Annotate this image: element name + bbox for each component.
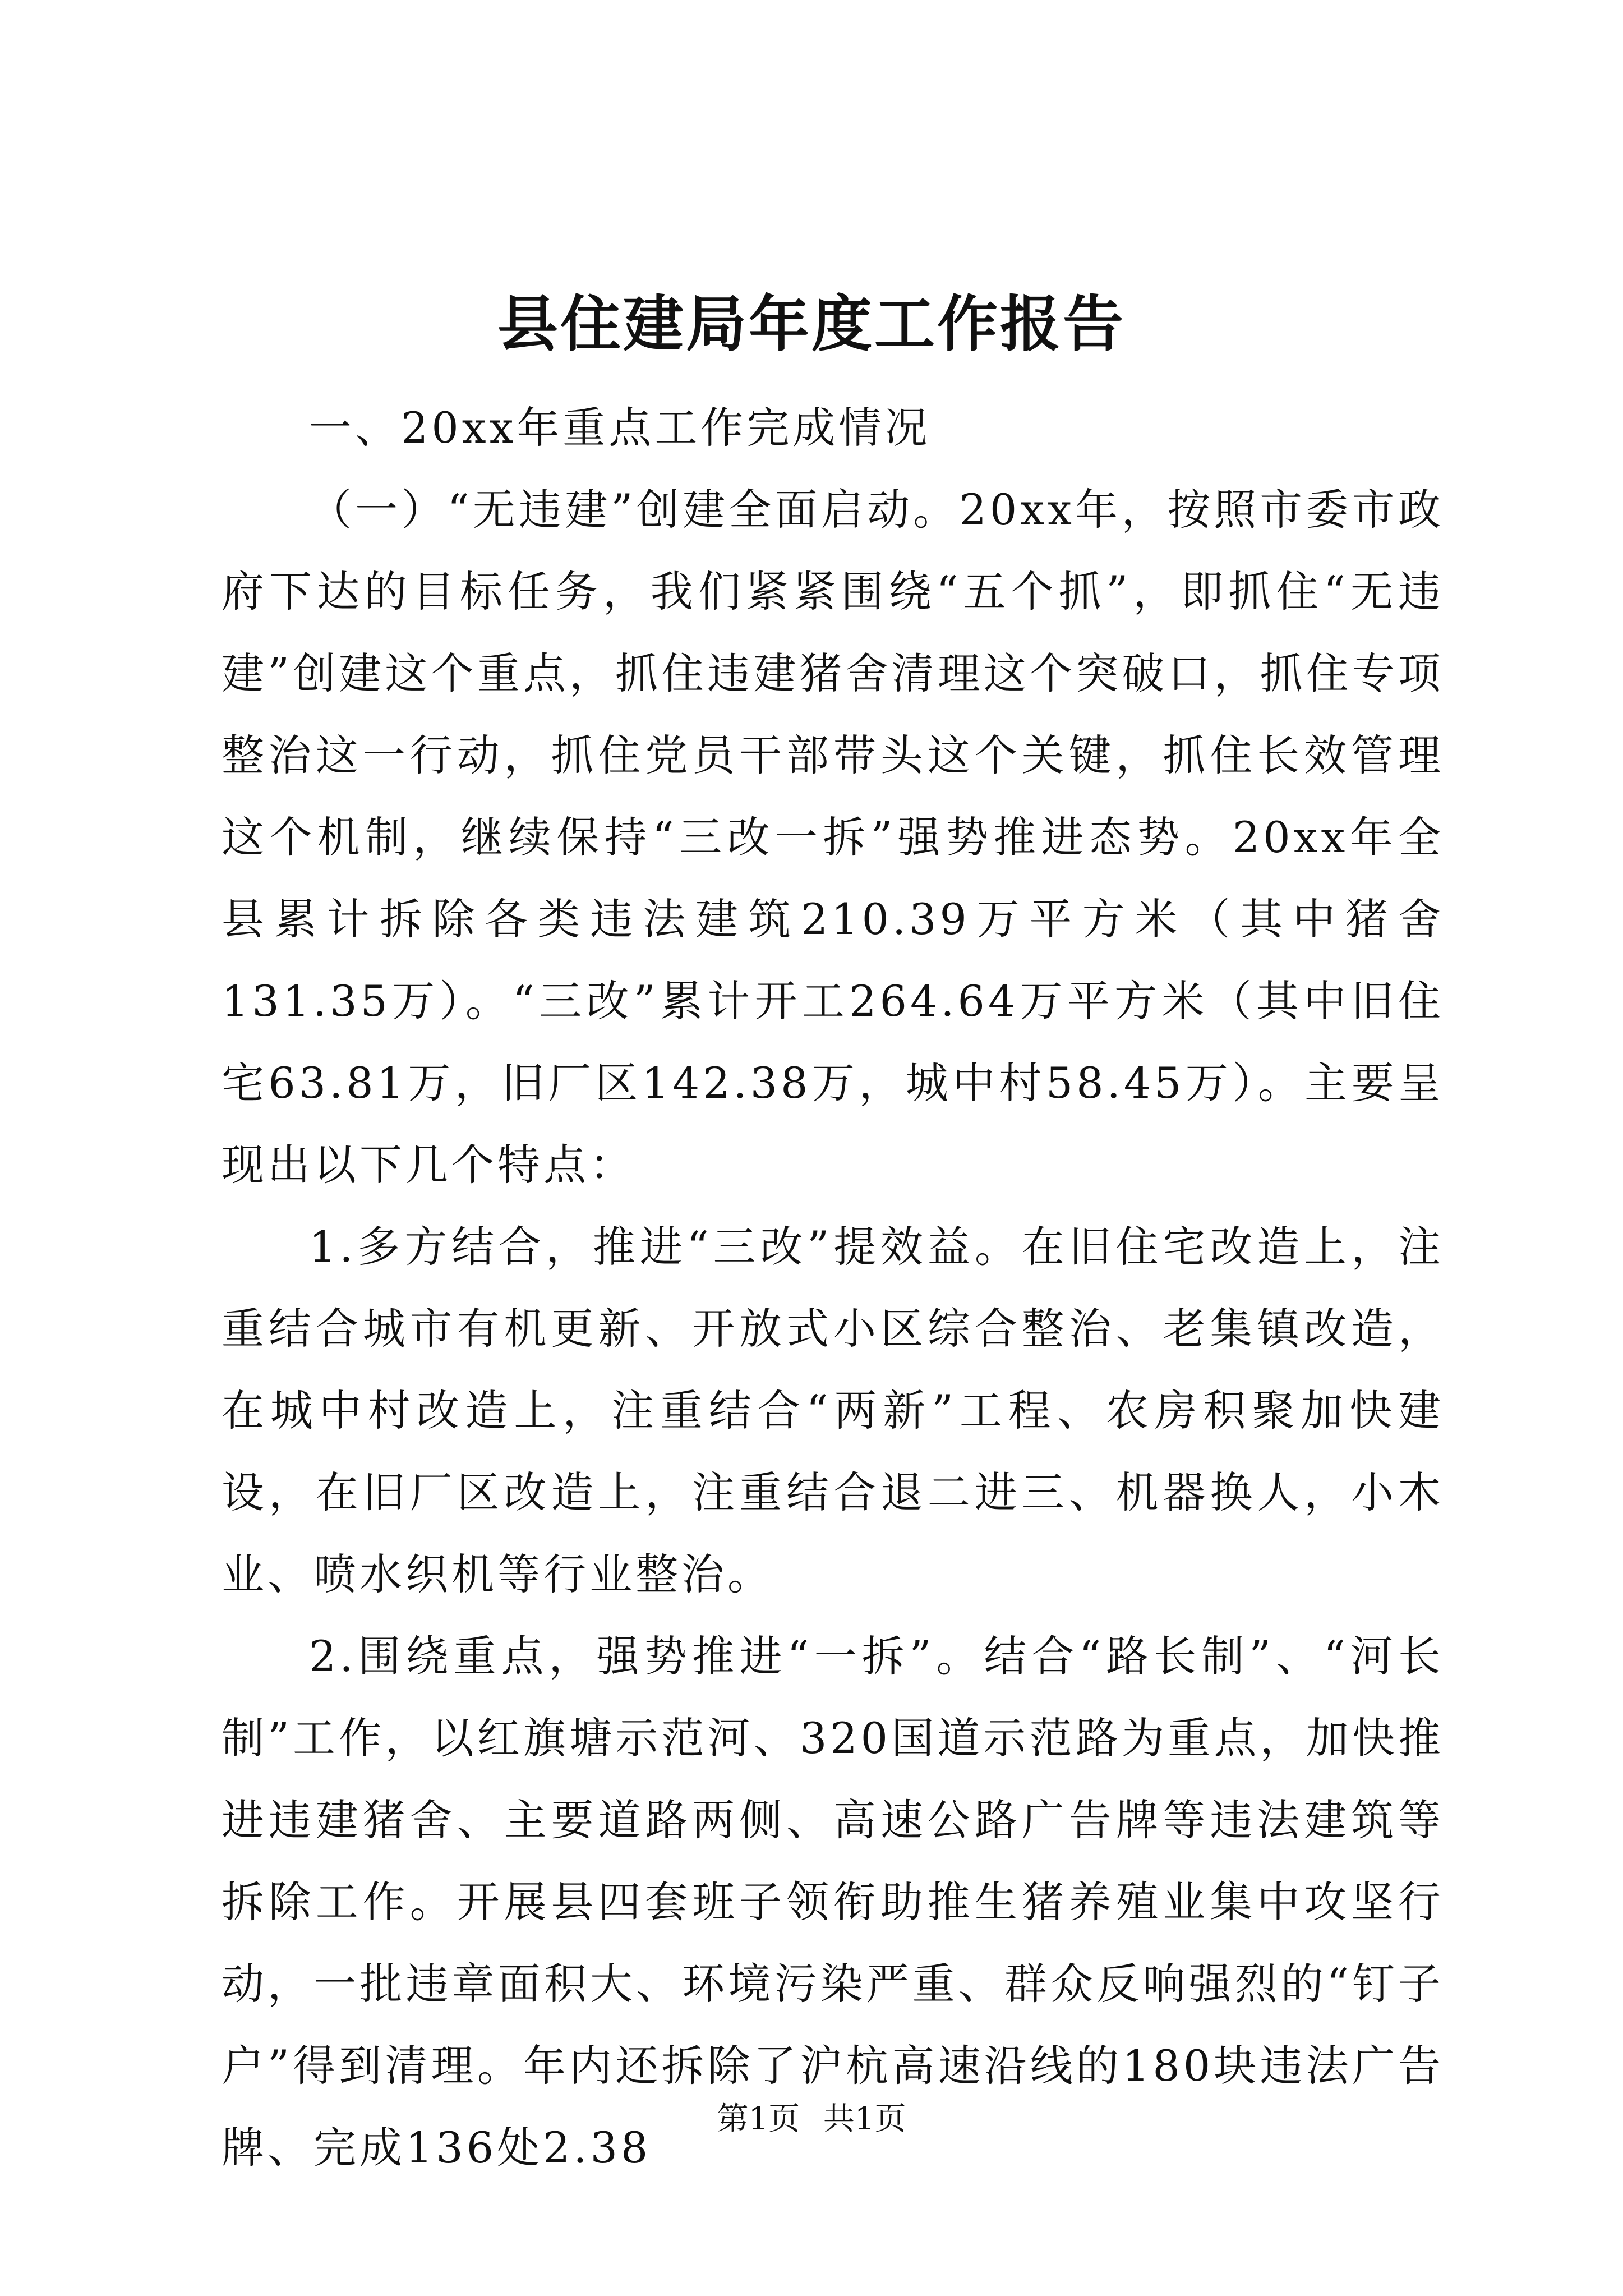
document-body <box>222 387 1444 2189</box>
total-pages: 共1页 <box>823 2101 906 2137</box>
page-footer <box>0 2097 1623 2142</box>
body-paragraph: 1.多方结合，推进“三改”提效益。在旧住宅改造上，注重结合城市有机更新、开放式小区综合整治、老集镇改造，在城中村改造上，注重结合“两新”工程、农房积聚加快建设，在旧厂区改造上，注重结合退二进三、机器换人，小木业、喷水织机等行业整治。 <box>222 1222 1444 1599</box>
section-heading: 一、20xx年重点工作完成情况 <box>309 403 931 453</box>
page-number: 第1页 <box>717 2101 800 2137</box>
body-paragraph: （一）“无违建”创建全面启动。20xx年，按照市委市政府下达的目标任务，我们紧紧围绕“五个抓”，即抓住“无违建”创建这个重点，抓住违建猪舍清理这个突破口，抓住专项整治这一行动，抓住党员干部带头这个关键，抓住长效管理这个机制，继续保持“三改一拆”强势推进态势。20xx年全县累计拆除各类违法建筑210.39万平方米（其中猪舍131.35万）。“三改”累计开工264.64万平方米（其中旧住宅63.81万，旧厂区142.38万，城中村58.45万）。主要呈现出以下几个特点： <box>222 485 1444 1190</box>
body-paragraph: 2.围绕重点，强势推进“一拆”。结合“路长制”、“河长制”工作，以红旗塘示范河、320国道示范路为重点，加快推进违建猪舍、主要道路两侧、高速公路广告牌等违法建筑等拆除工作。开展县四套班子领衔助推生猪养殖业集中攻坚行动，一批违章面积大、环境污染严重、群众反响强烈的“钉子户”得到清理。年内还拆除了沪杭高速沿线的180块违法广告牌、完成136处2.38 <box>222 1631 1444 2173</box>
document-title: 县住建局年度工作报告 <box>497 289 1126 360</box>
